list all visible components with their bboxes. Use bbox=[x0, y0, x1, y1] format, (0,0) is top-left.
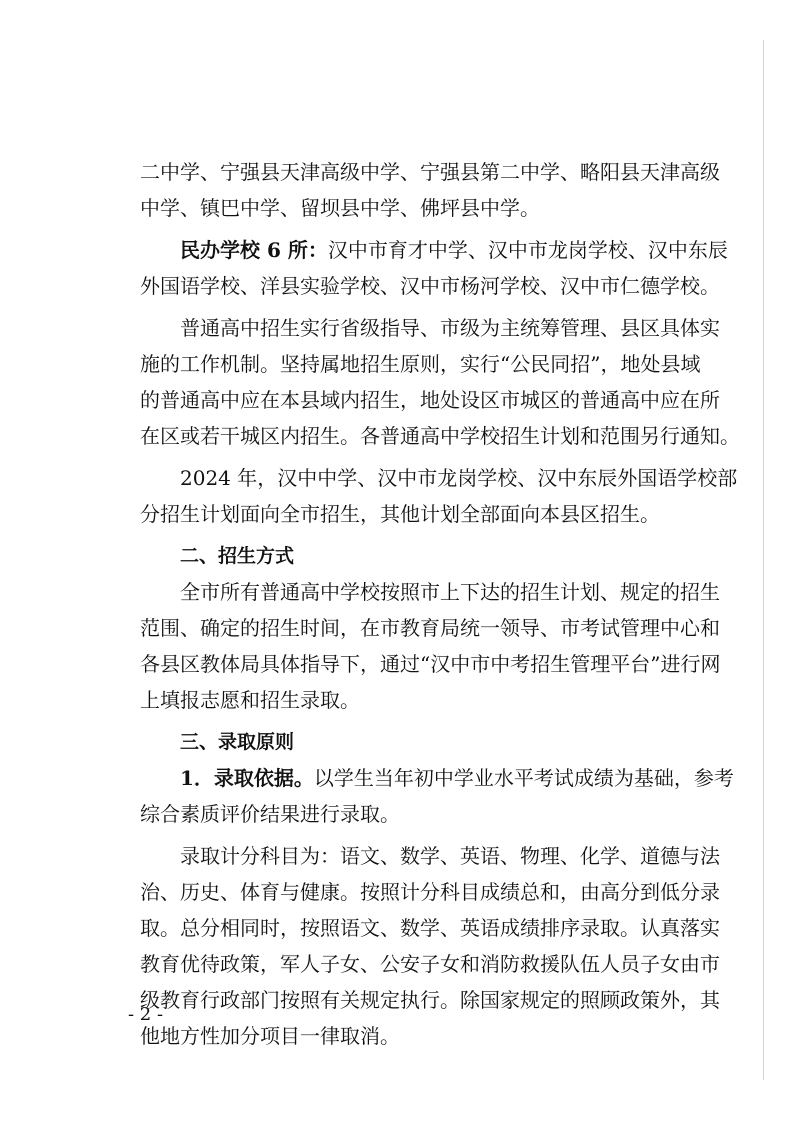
text-span: 以学生当年初中学业水平考试成绩为基础，参考 bbox=[313, 766, 734, 790]
text-line: 在区或若干城区内招生。各普通高中学校招生计划和范围另行通知。 bbox=[140, 424, 740, 448]
text-line: 外国语学校、洋县实验学校、汉中市杨河学校、汉中市仁德学校。 bbox=[140, 274, 720, 298]
text-line: 中学、镇巴中学、留坝县中学、佛坪县中学。 bbox=[140, 196, 540, 220]
text-line: 普通高中招生实行省级指导、市级为主统筹管理、县区具体实 bbox=[180, 316, 720, 340]
paragraph-2024-plan bbox=[140, 460, 738, 532]
section-heading: 二、招生方式 bbox=[180, 545, 295, 567]
text-line: 级教育行政部门按照有关规定执行。除国家规定的照顾政策外，其 bbox=[140, 988, 720, 1012]
item-label: 1．录取依据。 bbox=[180, 766, 314, 790]
text-line: 综合素质评价结果进行录取。 bbox=[140, 802, 400, 826]
text-line: 范围、确定的招生时间，在市教育局统一领导、市考试管理中心和 bbox=[140, 616, 720, 640]
section-enrollment-method bbox=[140, 538, 721, 718]
paragraph-schools-continued bbox=[140, 154, 720, 226]
text-line: 取。总分相同时，按照语文、数学、英语成绩排序录取。认真落实 bbox=[140, 916, 720, 940]
text-line: 全市所有普通高中学校按照市上下达的招生计划、规定的招生 bbox=[180, 580, 720, 604]
text-line: 录取计分科目为：语文、数学、英语、物理、化学、道德与法 bbox=[180, 844, 720, 868]
text-line: 他地方性加分项目一律取消。 bbox=[140, 1024, 400, 1048]
section-heading: 三、录取原则 bbox=[180, 731, 295, 753]
text-span: 汉中市育才中学、汉中市龙岗学校、汉中东辰 bbox=[327, 238, 728, 262]
page-number: - 2 - bbox=[128, 1004, 164, 1025]
text-line: 2024 年，汉中中学、汉中市龙岗学校、汉中东辰外国语学校部 bbox=[180, 466, 738, 490]
text-line: 教育优待政策，军人子女、公安子女和消防救援队伍人员子女由市 bbox=[140, 952, 720, 976]
text-line bbox=[140, 232, 728, 268]
text-line bbox=[140, 760, 734, 796]
document-body bbox=[140, 154, 740, 1054]
paragraph-enrollment-mechanism bbox=[140, 310, 740, 454]
page-edge-line bbox=[763, 40, 764, 1080]
text-line: 上填报志愿和招生录取。 bbox=[140, 688, 360, 712]
text-line: 分招生计划面向全市招生，其他计划全部面向本县区招生。 bbox=[140, 502, 660, 526]
private-schools-label: 民办学校 6 所： bbox=[180, 238, 328, 262]
text-line: 各县区教体局具体指导下，通过“汉中市中考招生管理平台”进行网 bbox=[140, 652, 721, 676]
text-line: 施的工作机制。坚持属地招生原则，实行“公民同招”，地处县域 bbox=[140, 352, 701, 376]
text-line: 的普通高中应在本县域内招生，地处设区市城区的普通高中应在所 bbox=[140, 388, 720, 412]
section-admission-principles bbox=[140, 724, 734, 1054]
paragraph-private-schools bbox=[140, 232, 728, 304]
text-line: 治、历史、体育与健康。按照计分科目成绩总和，由高分到低分录 bbox=[140, 880, 720, 904]
text-line: 二中学、宁强县天津高级中学、宁强县第二中学、略阳县天津高级 bbox=[140, 160, 720, 184]
